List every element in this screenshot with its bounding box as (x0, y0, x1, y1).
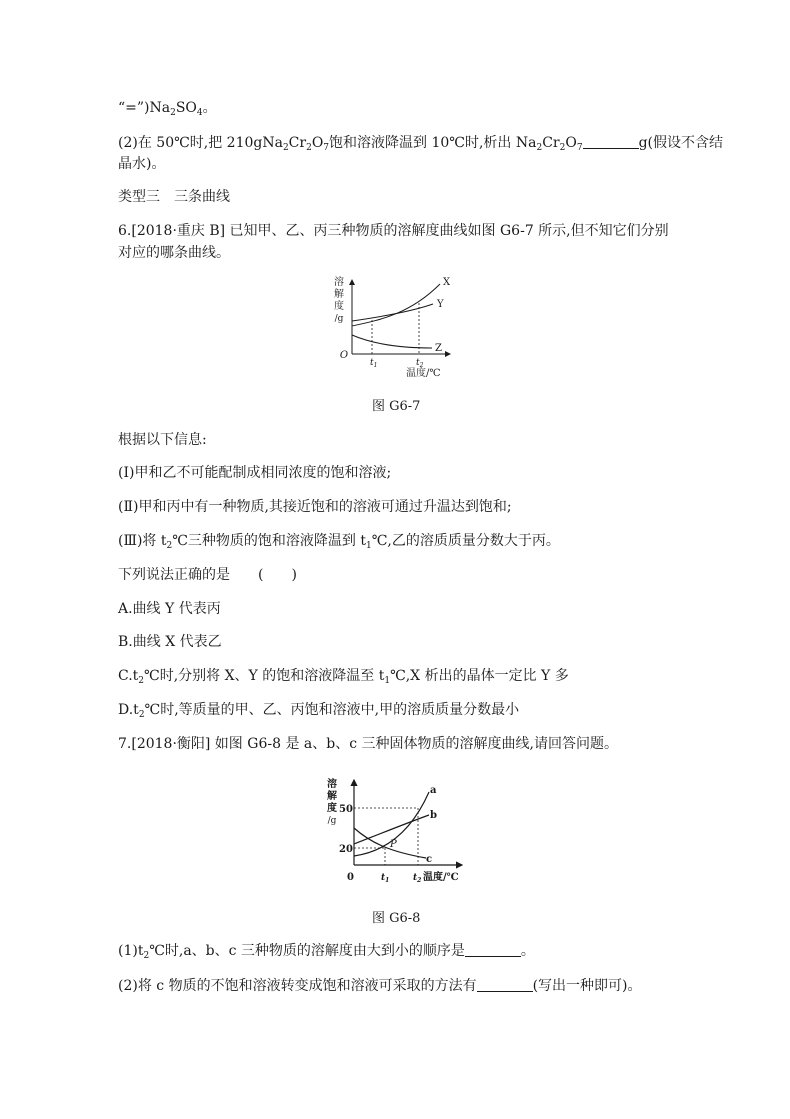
q6-stem-line1: 6.[2018·重庆 B] 已知甲、乙、丙三种物质的溶解度曲线如图 G6-7 所示,但不知它们分别 (118, 223, 669, 239)
q5-continuation (118, 98, 217, 123)
x-label: 温度/℃ (406, 368, 441, 379)
origin-label: O (339, 350, 349, 361)
y-label-4: /g (334, 314, 344, 324)
label-y: Y (437, 299, 444, 310)
text-frag: ℃时,等质量的甲、乙、丙饱和溶液中,甲的溶质质量分数最小 (144, 702, 520, 718)
text-frag: O (565, 135, 577, 151)
label-a: a (430, 785, 437, 796)
tick-20: 20 (339, 844, 353, 855)
text-frag: O (311, 135, 324, 151)
q6-option-b[interactable]: B.曲线 X 代表乙 (118, 634, 222, 650)
subscript: 2 (536, 143, 543, 153)
text-frag: (1)t (118, 943, 144, 959)
tick-t2: $t_2$ (413, 873, 422, 884)
curve-z (352, 335, 432, 348)
subscript: 2 (306, 143, 312, 153)
text-frag: 。 (520, 943, 535, 959)
x-label: 温度/℃ (423, 872, 459, 883)
label-p: P (390, 839, 397, 850)
section-title: 类型三 三条曲线 (118, 189, 230, 205)
q6-stem-line2: 对应的哪条曲线。 (118, 245, 230, 261)
q6-info-2: (Ⅱ)甲和丙中有一种物质,其接近饱和的溶液可通过升温达到饱和; (118, 499, 512, 515)
answer-blank[interactable] (465, 942, 521, 957)
label-z: Z (435, 343, 442, 354)
label-c: c (426, 854, 433, 865)
subscript: 2 (170, 108, 176, 118)
text-frag: Cr (542, 135, 560, 151)
q7-sub1 (118, 941, 535, 966)
answer-blank[interactable] (477, 977, 533, 992)
y-label-2: 解 (334, 289, 344, 300)
text-frag: SO (175, 100, 197, 116)
y-label-3: 度 (327, 803, 337, 814)
text-frag: ℃,X 析出的晶体一定比 Y 多 (390, 668, 569, 684)
label-x: X (443, 277, 451, 288)
text-frag: D.t (118, 702, 139, 718)
tick-50: 50 (339, 804, 353, 815)
tick-t2: $t_2$ (416, 358, 424, 369)
figure-g6-7 (330, 268, 460, 380)
q6-info-title: 根据以下信息: (118, 432, 207, 448)
tick-t1: $t_1$ (370, 358, 378, 369)
y-label-2: 解 (327, 791, 337, 802)
text-frag: (写出一种即可)。 (532, 978, 642, 994)
text-frag: Cr (288, 135, 307, 151)
text-frag: ℃时,a、b、c 三种物质的溶解度由大到小的顺序是 (149, 943, 465, 959)
q5-part2-line2: 晶水)。 (118, 156, 166, 172)
text-frag: C.t (118, 668, 139, 684)
subscript: 2 (138, 676, 145, 686)
figure-g6-8 (322, 770, 472, 888)
subscript: 4 (196, 108, 203, 118)
text-frag: 饱和溶液降温到 10℃时,析出 Na (329, 135, 537, 151)
q6-info-3 (118, 531, 560, 556)
y-label-3: 度 (334, 301, 344, 312)
label-b: b (430, 810, 437, 821)
subscript: 1 (384, 676, 391, 686)
subscript: 1 (366, 541, 372, 551)
q6-option-c[interactable] (118, 666, 569, 691)
answer-blank[interactable] (583, 134, 639, 149)
text-frag: ℃,乙的溶质质量分数大于丙。 (371, 533, 560, 549)
y-label-4: /g (327, 816, 337, 826)
y-label-1: 溶 (327, 779, 337, 790)
q6-prompt: 下列说法正确的是 ( ) (118, 567, 297, 583)
text-frag: ℃三种物质的饱和溶液降温到 t (172, 533, 366, 549)
text-frag: ℃时,分别将 X、Y 的饱和溶液降温至 t (144, 668, 385, 684)
subscript: 2 (138, 710, 145, 720)
subscript: 2 (559, 143, 566, 153)
subscript: 7 (576, 143, 583, 153)
subscript: 2 (282, 143, 289, 153)
caption-g6-7: 图 G6-7 (372, 399, 421, 414)
tick-t1: $t_1$ (381, 873, 390, 884)
text-frag: (Ⅲ)将 t (118, 533, 167, 549)
caption-g6-8: 图 G6-8 (372, 911, 421, 926)
text-frag: g(假设不含结 (638, 135, 723, 151)
subscript: 2 (143, 951, 150, 961)
y-label-1: 溶 (334, 277, 344, 288)
q6-info-1: (Ⅰ)甲和乙不可能配制成相同浓度的饱和溶液; (118, 465, 392, 481)
q7-stem: 7.[2018·衡阳] 如图 G6-8 是 a、b、c 三种固体物质的溶解度曲线,请回答问题。 (118, 736, 618, 752)
curve-y (352, 304, 433, 321)
text-frag: (2)在 50℃时,把 210gNa (118, 135, 283, 151)
text-frag: 。 (202, 100, 217, 116)
q6-option-d[interactable] (118, 700, 519, 725)
q7-sub2 (118, 976, 642, 996)
curve-x (352, 284, 440, 326)
subscript: 7 (323, 143, 330, 153)
origin-label: 0 (347, 872, 354, 883)
text-frag: (2)将 c 物质的不饱和溶液转变成饱和溶液可采取的方法有 (118, 978, 477, 994)
subscript: 2 (166, 541, 173, 551)
q5-part2 (118, 133, 723, 158)
q6-option-a[interactable]: A.曲线 Y 代表丙 (118, 601, 221, 617)
text-frag: “=”)Na (118, 100, 171, 116)
